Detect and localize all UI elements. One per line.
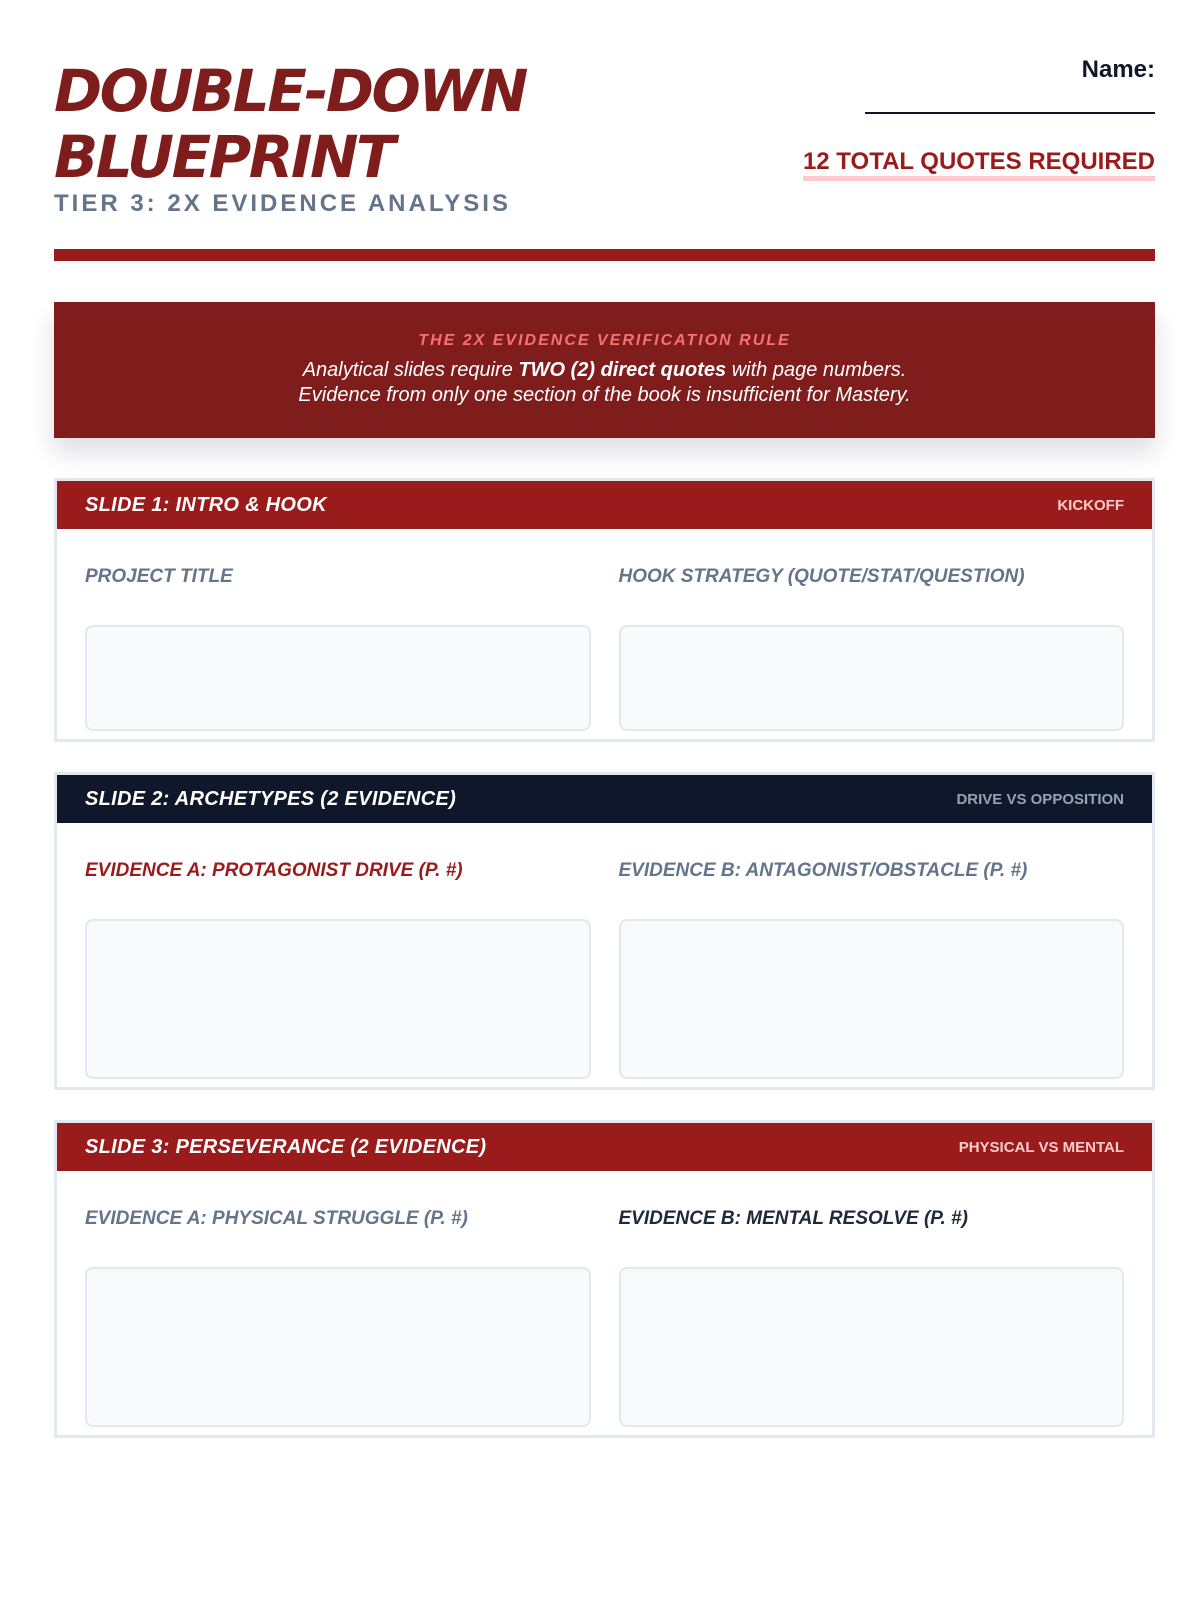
title-line-2: BLUEPRINT bbox=[54, 123, 394, 191]
slide-3-section bbox=[54, 1120, 1155, 1438]
title-line-1: DOUBLE-DOWN bbox=[54, 57, 526, 125]
banner-line-1 bbox=[54, 358, 1155, 383]
mental-resolve-label: EVIDENCE B: MENTAL RESOLVE (P. #) bbox=[618, 1208, 968, 1229]
project-title-input[interactable] bbox=[85, 625, 591, 731]
verification-rule-banner bbox=[54, 302, 1155, 438]
worksheet-header bbox=[54, 0, 1155, 265]
slide-2-title: SLIDE 2: ARCHETYPES (2 EVIDENCE) bbox=[85, 787, 457, 810]
protagonist-drive-label: EVIDENCE A: PROTAGONIST DRIVE (P. #) bbox=[85, 860, 463, 881]
mental-resolve-input[interactable] bbox=[619, 1267, 1125, 1427]
worksheet-subtitle: TIER 3: 2X EVIDENCE ANALYSIS bbox=[54, 190, 511, 217]
worksheet-title bbox=[54, 58, 526, 190]
name-blank-line[interactable] bbox=[865, 88, 1155, 114]
banner-title: THE 2X EVIDENCE VERIFICATION RULE bbox=[418, 332, 791, 349]
banner-text bbox=[54, 358, 1155, 408]
slide-3-fields bbox=[57, 1171, 1152, 1427]
banner-line-1-end: with page numbers. bbox=[726, 359, 907, 381]
project-title-label: PROJECT TITLE bbox=[85, 566, 233, 587]
hook-strategy-label: HOOK STRATEGY (QUOTE/STAT/QUESTION) bbox=[618, 566, 1025, 587]
slide-1-header bbox=[57, 481, 1152, 529]
header-divider bbox=[54, 249, 1155, 261]
slide-3-tag: PHYSICAL VS MENTAL bbox=[958, 1138, 1124, 1156]
banner-line-2: Evidence from only one section of the book is insufficient for Mastery. bbox=[298, 384, 911, 406]
antagonist-obstacle-field bbox=[619, 823, 1125, 1079]
slide-2-tag: DRIVE VS OPPOSITION bbox=[956, 790, 1124, 808]
antagonist-obstacle-input[interactable] bbox=[619, 919, 1125, 1079]
slide-2-section bbox=[54, 772, 1155, 1090]
antagonist-obstacle-label: EVIDENCE B: ANTAGONIST/OBSTACLE (P. #) bbox=[618, 860, 1028, 881]
slide-1-title: SLIDE 1: INTRO & HOOK bbox=[85, 493, 327, 516]
quotes-required-note: 12 TOTAL QUOTES REQUIRED bbox=[803, 148, 1155, 181]
mental-resolve-field bbox=[619, 1171, 1125, 1427]
physical-struggle-label: EVIDENCE A: PHYSICAL STRUGGLE (P. #) bbox=[85, 1208, 468, 1229]
slide-1-section bbox=[54, 478, 1155, 742]
physical-struggle-input[interactable] bbox=[85, 1267, 591, 1427]
hook-strategy-field bbox=[619, 529, 1125, 731]
slide-1-tag: KICKOFF bbox=[1057, 496, 1124, 514]
banner-line-1-start: Analytical slides require bbox=[302, 359, 519, 381]
protagonist-drive-input[interactable] bbox=[85, 919, 591, 1079]
slide-2-header bbox=[57, 775, 1152, 823]
worksheet-page bbox=[54, 0, 1155, 1229]
name-label: Name: bbox=[1081, 56, 1155, 83]
protagonist-drive-field bbox=[85, 823, 591, 1079]
banner-line-1-emphasis: TWO (2) direct quotes bbox=[518, 359, 727, 381]
physical-struggle-field bbox=[85, 1171, 591, 1427]
hook-strategy-input[interactable] bbox=[619, 625, 1125, 731]
project-title-field bbox=[85, 529, 591, 731]
slide-1-fields bbox=[57, 529, 1152, 731]
slide-3-header bbox=[57, 1123, 1152, 1171]
slide-3-title: SLIDE 3: PERSEVERANCE (2 EVIDENCE) bbox=[85, 1135, 487, 1158]
name-block bbox=[865, 56, 1155, 114]
slide-2-fields bbox=[57, 823, 1152, 1079]
